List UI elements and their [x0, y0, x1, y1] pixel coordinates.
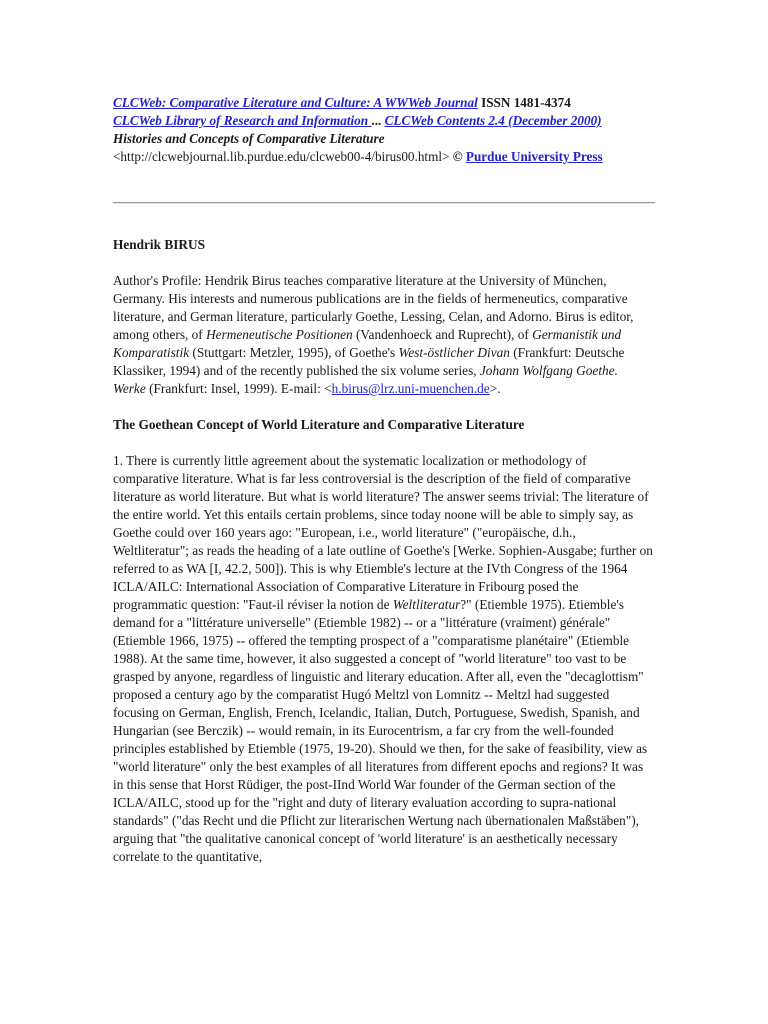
journal-header: [113, 94, 655, 166]
profile-text: >.: [489, 381, 501, 396]
email-link[interactable]: h.birus@lrz.uni-muenchen.de: [331, 381, 490, 396]
book-title: Hermeneutische Positionen: [206, 327, 353, 342]
copyright-symbol: ©: [452, 149, 466, 164]
paragraph-text: ?" (Etiemble 1975). Etiemble's demand for a "littérature universelle" (Etiemble 1982) -- or a "littérature (vraiment) générale" (Etiemble 1966, 1975) -- offered the tempting prospect of a "comparatisme planétaire" (Etiemble 1988). At the same time, however, it also suggested a concept of "world literature" too vast to be grasped by anyone, regardless of linguistic and literary education. After all, even the "decaglottism" proposed a century ago by the comparatist Hugó Meltzl von Lomnitz -- Meltzl had suggested focusing on German, English, French, Icelandic, Italian, Dutch, Portuguese, Swedish, Spanish, and Hungarian (see Berczik) -- would remain, in its Eurocentrism, a far cry from the well-founded principles established by Etiemble (1975, 19-20). Should we then, for the sake of feasibility, view as "world literature" only the best examples of all literatures from different epochs and regions? It was in this sense that Horst Rüdiger, the post-IInd World War founder of the German section of the ICLA/AILC, stood up for the "right and duty of literary evaluation according to supra-national standards" ("das Recht und die Pflicht zur literarischen Wertung nach übernationalen Maßstäben"), arguing that "the qualitative canonical concept of 'world literature' is an aesthetically necessary correlate to the quantitative,: [113, 597, 648, 864]
book-title: Germanistik und Komparatistik: [113, 327, 622, 360]
author-profile: [113, 272, 653, 398]
article-title: The Goethean Concept of World Literature and Comparative Literature: [113, 417, 525, 432]
book-title: Johann Wolfgang Goethe. Werke: [113, 363, 618, 396]
italic-term: Weltliteratur: [392, 597, 461, 612]
article-body: [113, 236, 653, 884]
journal-title-link[interactable]: CLCWeb: Comparative Literature and Culture: A WWWeb Journal: [113, 95, 478, 110]
article-url: <http://clcwebjournal.lib.purdue.edu/clcweb00-4/birus00.html>: [113, 149, 453, 164]
author-name: Hendrik BIRUS: [113, 237, 205, 252]
ellipsis-text: ...: [371, 113, 385, 128]
contents-link[interactable]: CLCWeb Contents 2.4 (December 2000): [384, 113, 602, 128]
issn-label: ISSN 1481-4374: [477, 95, 571, 110]
profile-text: (Frankfurt: Insel, 1999). E-mail: <: [145, 381, 332, 396]
paragraph-text: 1. There is currently little agreement about the systematic localization or methodology of comparative literature. What is far less controversial is the description of the field of comparative literature as world literature. But what is world literature? The answer seems trivial: The literature of the entire world. Yet this entails certain problems, since today noone will be able to simply say, as Goethe could over 160 years ago: "European, i.e., world literature" ("europäische, d.h., Weltliteratur"; as reads the heading of a late outline of Goethe's [Werke. Sophien-Ausgabe; further on referred to as WA [I, 42.2, 500]). This is why Etiemble's lecture at the IVth Congress of the 1964 ICLA/AILC: International Association of Comparative Literature in Fribourg posed the programmatic question: "Faut-il réviser la notion de: [113, 453, 653, 612]
profile-text: Author's Profile: Hendrik Birus teaches comparative literature at the University of München, Germany. His interests and numerous publications are in the fields of hermeneutics, comparative literature, and German literature, particularly Goethe, Lessing, Celan, and Adorno. Birus is editor, among others, of: [113, 273, 634, 342]
profile-text: (Stuttgart: Metzler, 1995), of Goethe's: [189, 345, 399, 360]
profile-text: (Vandenhoeck and Ruprecht), of: [352, 327, 533, 342]
library-link[interactable]: CLCWeb Library of Research and Information: [113, 113, 372, 128]
book-title: West-östlicher Divan: [398, 345, 510, 360]
purdue-press-link[interactable]: Purdue University Press: [465, 149, 603, 164]
paragraph-1: [113, 452, 653, 866]
profile-text: (Frankfurt: Deutsche Klassiker, 1994) and of the recently published the six volume series,: [113, 345, 625, 378]
header-divider: [113, 202, 655, 204]
issue-title: Histories and Concepts of Comparative Literature: [113, 131, 385, 146]
